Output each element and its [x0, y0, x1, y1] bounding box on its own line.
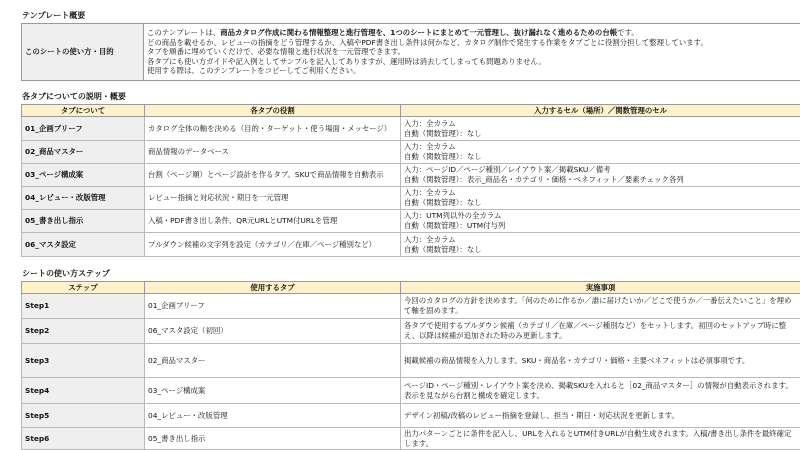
overview-line-1-post: です。: [617, 28, 639, 37]
tab-input-auto: 自動（関数管理）：表示_商品名・カテゴリ・価格・ベネフィット／要素チェック各列: [404, 175, 797, 185]
step-label: Step6: [22, 428, 145, 450]
steps-row: [22, 294, 800, 319]
steps-row: [22, 319, 800, 344]
tab-input-auto: 自動（関数管理）：なし: [404, 152, 797, 162]
tab-input-manual: 入力：全カラム: [404, 235, 797, 245]
tab-input-manual: 入力：全カラム: [404, 188, 797, 198]
overview-body: [144, 24, 800, 81]
tab-role: カタログ全体の軸を決める（目的・ターゲット・使う場面・メッセージ）: [145, 117, 401, 141]
tab-name: 03_ページ構成案: [22, 164, 145, 187]
overview-line-1: [147, 28, 797, 38]
tab-input-manual: 入力：全カラム: [404, 142, 797, 152]
overview-line-3: タブを順番に埋めていくだけで、必要な情報と進行状況を一元管理できます。: [147, 47, 797, 57]
overview-table: [21, 23, 800, 81]
step-tab: 02_商品マスター: [145, 344, 401, 378]
steps-row: [22, 344, 800, 378]
tab-input: [401, 141, 800, 164]
step-tab: 01_企画ブリーフ: [145, 294, 401, 319]
step-label: Step3: [22, 344, 145, 378]
tabs-row: [22, 164, 800, 187]
tabs-table: [21, 104, 800, 257]
step-tab: 04_レビュー・改版管理: [145, 404, 401, 428]
steps-table: [21, 281, 800, 450]
steps-header-tab: 使用するタブ: [145, 282, 401, 294]
tab-role: 入稿・PDF書き出し条件、QR元URLとUTM付URLを管理: [145, 210, 401, 233]
step-action: 掲載候補の商品情報を入力します。SKU・商品名・カテゴリ・価格・主要ベネフィットは必須事項です。: [401, 344, 800, 378]
tab-input-auto: 自動（関数管理）：なし: [404, 129, 797, 139]
tab-input-manual: 入力：UTM列以外の全カラム: [404, 211, 797, 221]
tabs-row: [22, 233, 800, 257]
step-action: ページID・ページ種別・レイアウト案を決め、掲載SKUを入れると［02_商品マスター］の情報が自動表示されます。表示を見ながら台割と構成を確定します。: [401, 378, 800, 404]
tab-role: プルダウン候補の文字列を設定（カテゴリ／在庫／ページ種別など）: [145, 233, 401, 257]
step-tab: 05_書き出し指示: [145, 428, 401, 450]
step-action: 今回のカタログの方針を決めます。「何のために作るか／誰に届けたいか／どこで使うか／一番伝えたいこと」を埋めて軸を固めます。: [401, 294, 800, 319]
tabs-row: [22, 210, 800, 233]
tab-role: 台割（ページ順）とページ設計を作るタブ。SKUで商品情報を自動表示: [145, 164, 401, 187]
step-tab: 03_ページ構成案: [145, 378, 401, 404]
tab-role: 商品情報のデータベース: [145, 141, 401, 164]
steps-header-action: 実施事項: [401, 282, 800, 294]
tab-input: [401, 117, 800, 141]
tabs-header-input: 入力するセル（場所）／関数管理のセル: [401, 105, 800, 117]
tab-name: 05_書き出し指示: [22, 210, 145, 233]
step-label: Step4: [22, 378, 145, 404]
steps-header-step: ステップ: [22, 282, 145, 294]
overview-label: このシートの使い方・目的: [22, 24, 144, 81]
tab-input-manual: 入力：全カラム: [404, 119, 797, 129]
tab-name: 01_企画ブリーフ: [22, 117, 145, 141]
tab-name: 02_商品マスター: [22, 141, 145, 164]
tab-input: [401, 210, 800, 233]
tab-input: [401, 164, 800, 187]
tab-input: [401, 187, 800, 210]
tab-name: 04_レビュー・改版管理: [22, 187, 145, 210]
overview-line-5: 使用する際は、このテンプレートをコピーしてご利用ください。: [147, 66, 797, 76]
step-action: 各タブで使用するプルダウン候補（カテゴリ／在庫／ページ種別など）をセットします。初回のセットアップ時に整え、以降は候補が追加された時のみ更新します。: [401, 319, 800, 344]
tabs-header-tab: タブについて: [22, 105, 145, 117]
tab-input-auto: 自動（関数管理）：なし: [404, 198, 797, 208]
steps-row: [22, 378, 800, 404]
step-action: 出力パターンごとに条件を記入し、URLを入れるとUTM付きURLが自動生成されます。入稿/書き出し条件を最終確定します。: [401, 428, 800, 450]
tab-input-auto: 自動（関数管理）：なし: [404, 245, 797, 255]
step-action: デザイン初稿/改稿のレビュー指摘を登録し、担当・期日・対応状況を更新します。: [401, 404, 800, 428]
tab-input: [401, 233, 800, 257]
steps-title: シートの使い方ステップ: [22, 268, 110, 279]
step-label: Step2: [22, 319, 145, 344]
tabs-header-role: 各タブの役割: [145, 105, 401, 117]
tabs-row: [22, 187, 800, 210]
tabs-row: [22, 117, 800, 141]
overview-line-1-bold: 商品カタログ作成に関わる情報整理と進行管理を、1つのシートにまとめて一元管理し、抜け漏れなく進めるための台帳: [220, 28, 617, 37]
overview-title: テンプレート概要: [22, 10, 85, 21]
step-tab: 06_マスタ設定（初回）: [145, 319, 401, 344]
step-label: Step5: [22, 404, 145, 428]
steps-row: [22, 428, 800, 450]
tab-role: レビュー指摘と対応状況・期日を一元管理: [145, 187, 401, 210]
steps-row: [22, 404, 800, 428]
overview-line-2: どの商品を載せるか、レビューの指摘をどう管理するか、入稿やPDF書き出し条件は何かなど、カタログ制作で発生する作業をタブごとに役割分担して整理しています。: [147, 38, 797, 48]
tabs-title: 各タブについての説明・概要: [22, 91, 126, 102]
tab-input-auto: 自動（関数管理）：UTM付与列: [404, 221, 797, 231]
overview-line-1-pre: このテンプレートは、: [147, 28, 220, 37]
overview-line-4: 各タブにも使い方ガイドや記入例としてサンプルを記入してありますが、運用時は消去してしまっても問題ありません。: [147, 57, 797, 67]
tab-name: 06_マスタ設定: [22, 233, 145, 257]
tabs-row: [22, 141, 800, 164]
tab-input-manual: 入力：ページID／ページ種別／レイアウト案／掲載SKU／備考: [404, 165, 797, 175]
step-label: Step1: [22, 294, 145, 319]
